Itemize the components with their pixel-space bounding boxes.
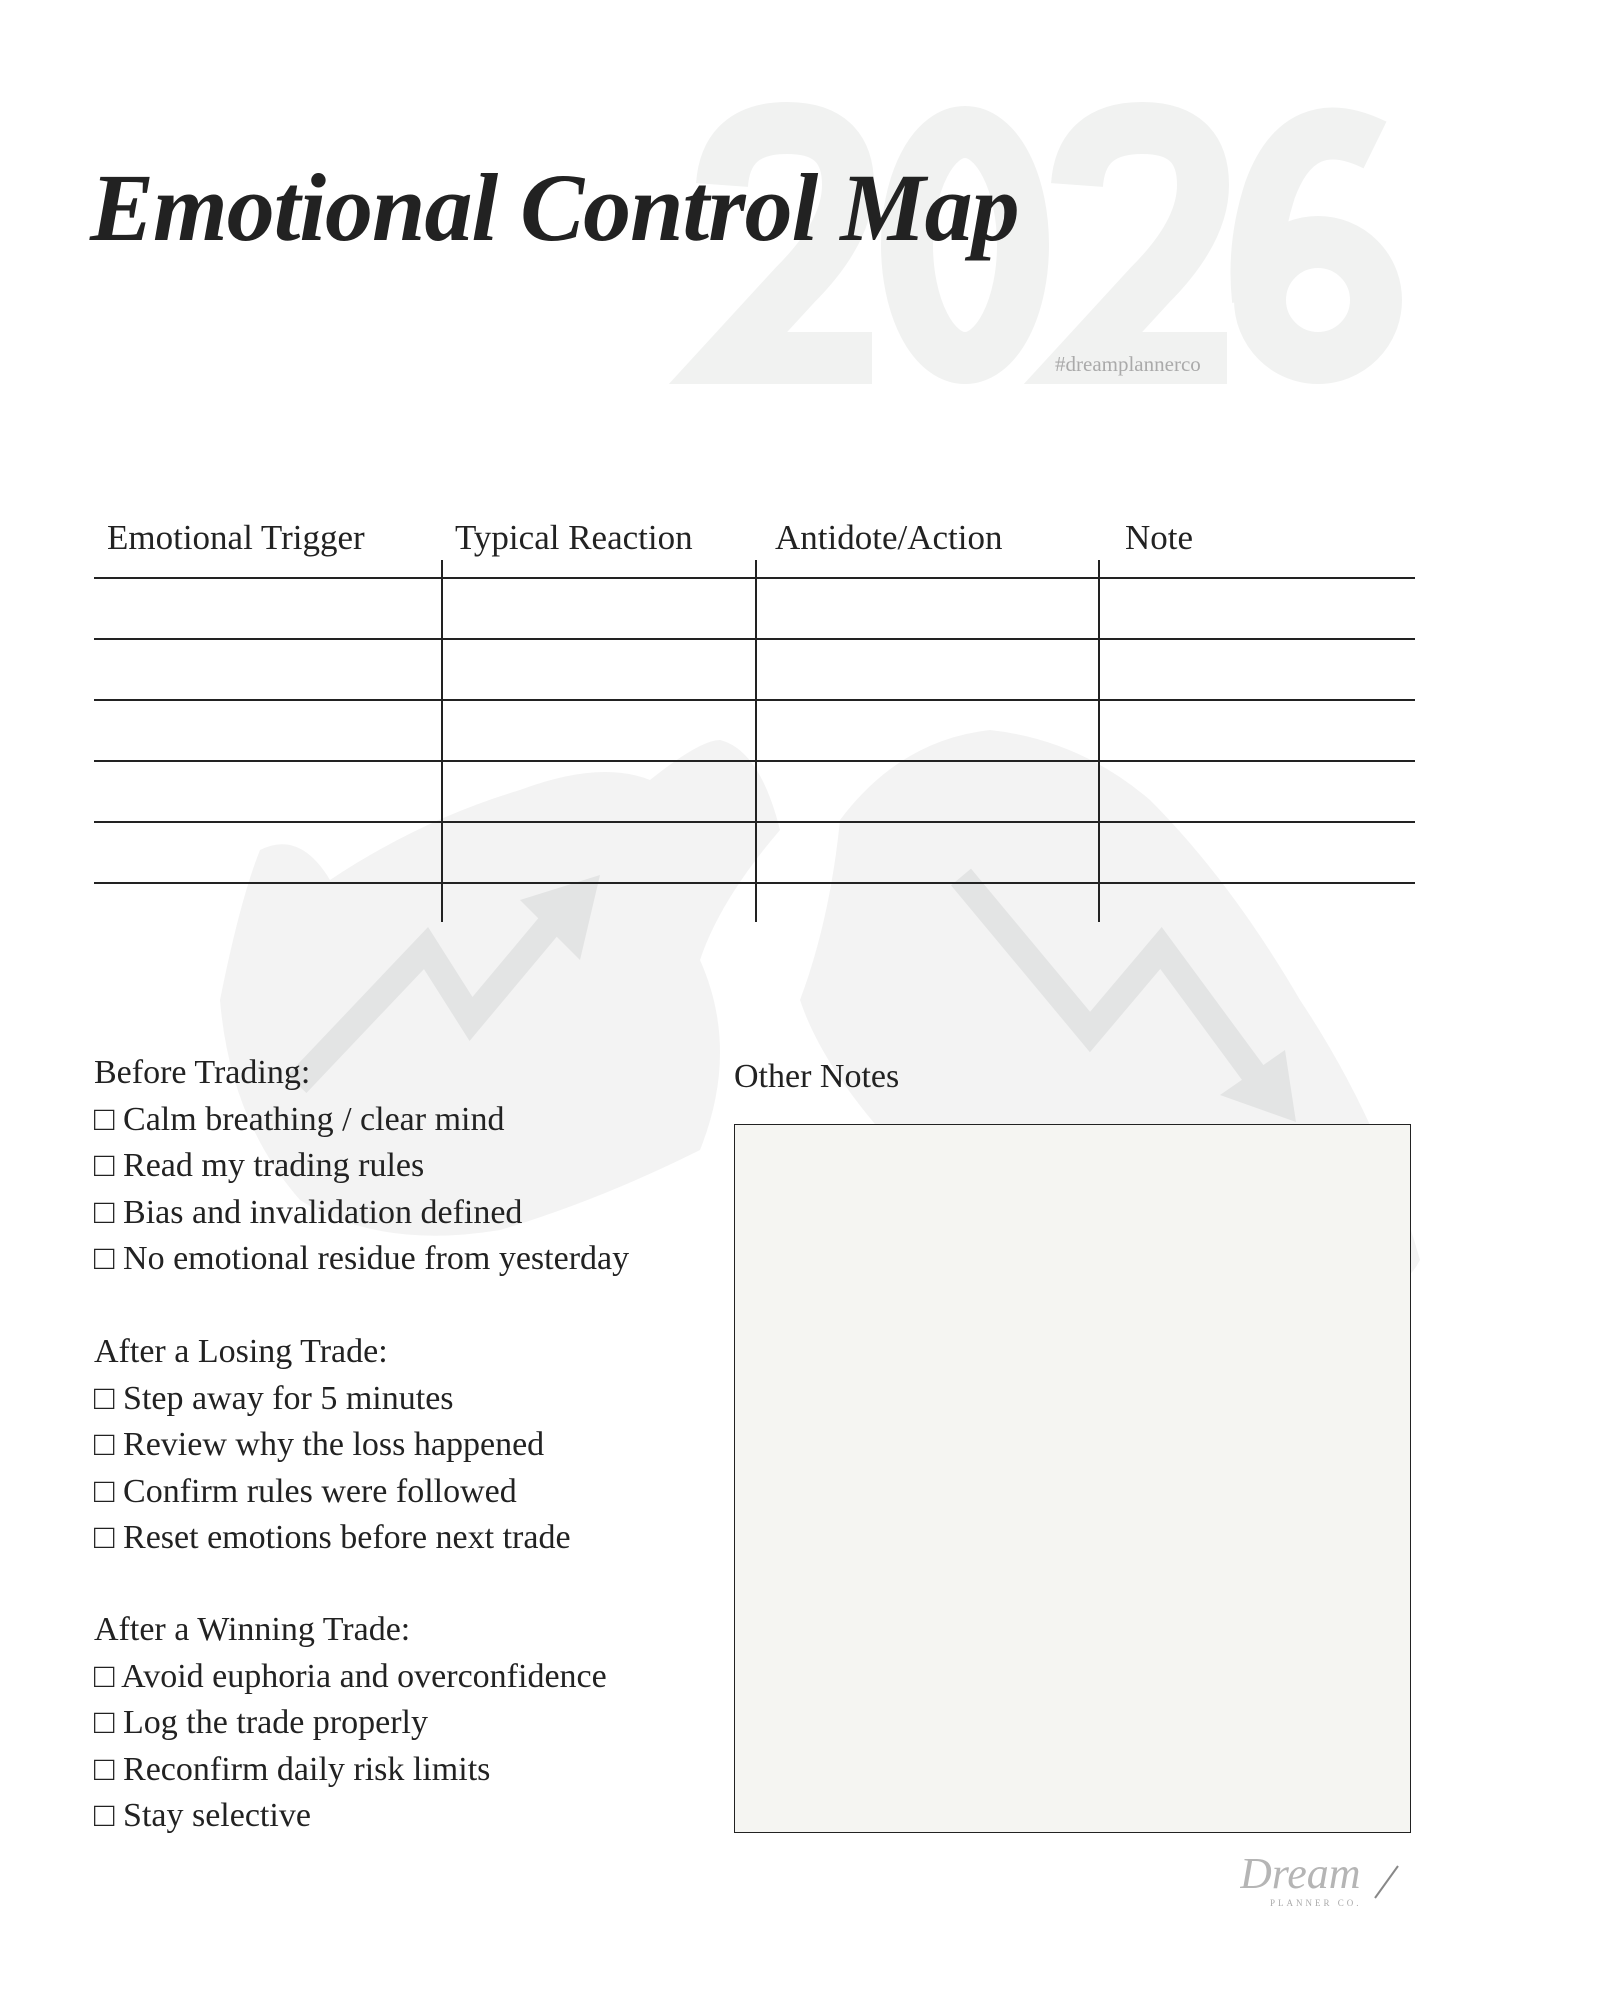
checklist-title: After a Winning Trade: <box>94 1611 411 1648</box>
checklist-item[interactable]: □ Reset emotions before next trade <box>94 1519 571 1556</box>
column-divider <box>755 560 757 922</box>
checklist-item[interactable]: □ Step away for 5 minutes <box>94 1379 454 1417</box>
column-divider <box>441 560 443 922</box>
checklist-item[interactable]: □ Bias and invalidation defined <box>94 1193 523 1231</box>
checklist-item[interactable]: □ Log the trade properly <box>94 1704 428 1741</box>
column-header-reaction: Typical Reaction <box>455 518 693 557</box>
checklist-before-trading <box>94 1050 629 1283</box>
page-title: Emotional Control Map <box>90 154 1019 261</box>
checklist-item[interactable]: □ No emotional residue from yesterday <box>94 1240 630 1277</box>
checklist-title: Before Trading: <box>94 1054 311 1091</box>
checklist-item[interactable]: □ Review why the loss happened <box>94 1426 545 1463</box>
hashtag: #dreamplannerco <box>1055 352 1201 376</box>
checklist-item[interactable]: □ Avoid euphoria and overconfidence <box>94 1657 607 1695</box>
column-header-note: Note <box>1125 518 1194 557</box>
checklist-item[interactable]: □ Stay selective <box>94 1797 311 1834</box>
other-notes-box[interactable] <box>734 1124 1411 1833</box>
checklist-after-win <box>94 1607 607 1840</box>
svg-text:Dream: Dream <box>1240 1849 1361 1898</box>
svg-text:PLANNER CO.: PLANNER CO. <box>1270 1898 1362 1908</box>
checklist-item[interactable]: □ Reconfirm daily risk limits <box>94 1750 491 1788</box>
column-divider <box>1098 560 1100 922</box>
checklist-item[interactable]: □ Calm breathing / clear mind <box>94 1100 505 1138</box>
checklist-item[interactable]: □ Read my trading rules <box>94 1147 425 1184</box>
column-header-antidote: Antidote/Action <box>775 518 1003 557</box>
checklist-item[interactable]: □ Confirm rules were followed <box>94 1472 517 1510</box>
column-header-trigger: Emotional Trigger <box>107 518 365 557</box>
dream-planner-logo <box>1240 1840 1410 1920</box>
checklist-after-loss <box>94 1329 571 1562</box>
checklist-title: After a Losing Trade: <box>94 1333 388 1370</box>
other-notes-label: Other Notes <box>734 1058 900 1095</box>
